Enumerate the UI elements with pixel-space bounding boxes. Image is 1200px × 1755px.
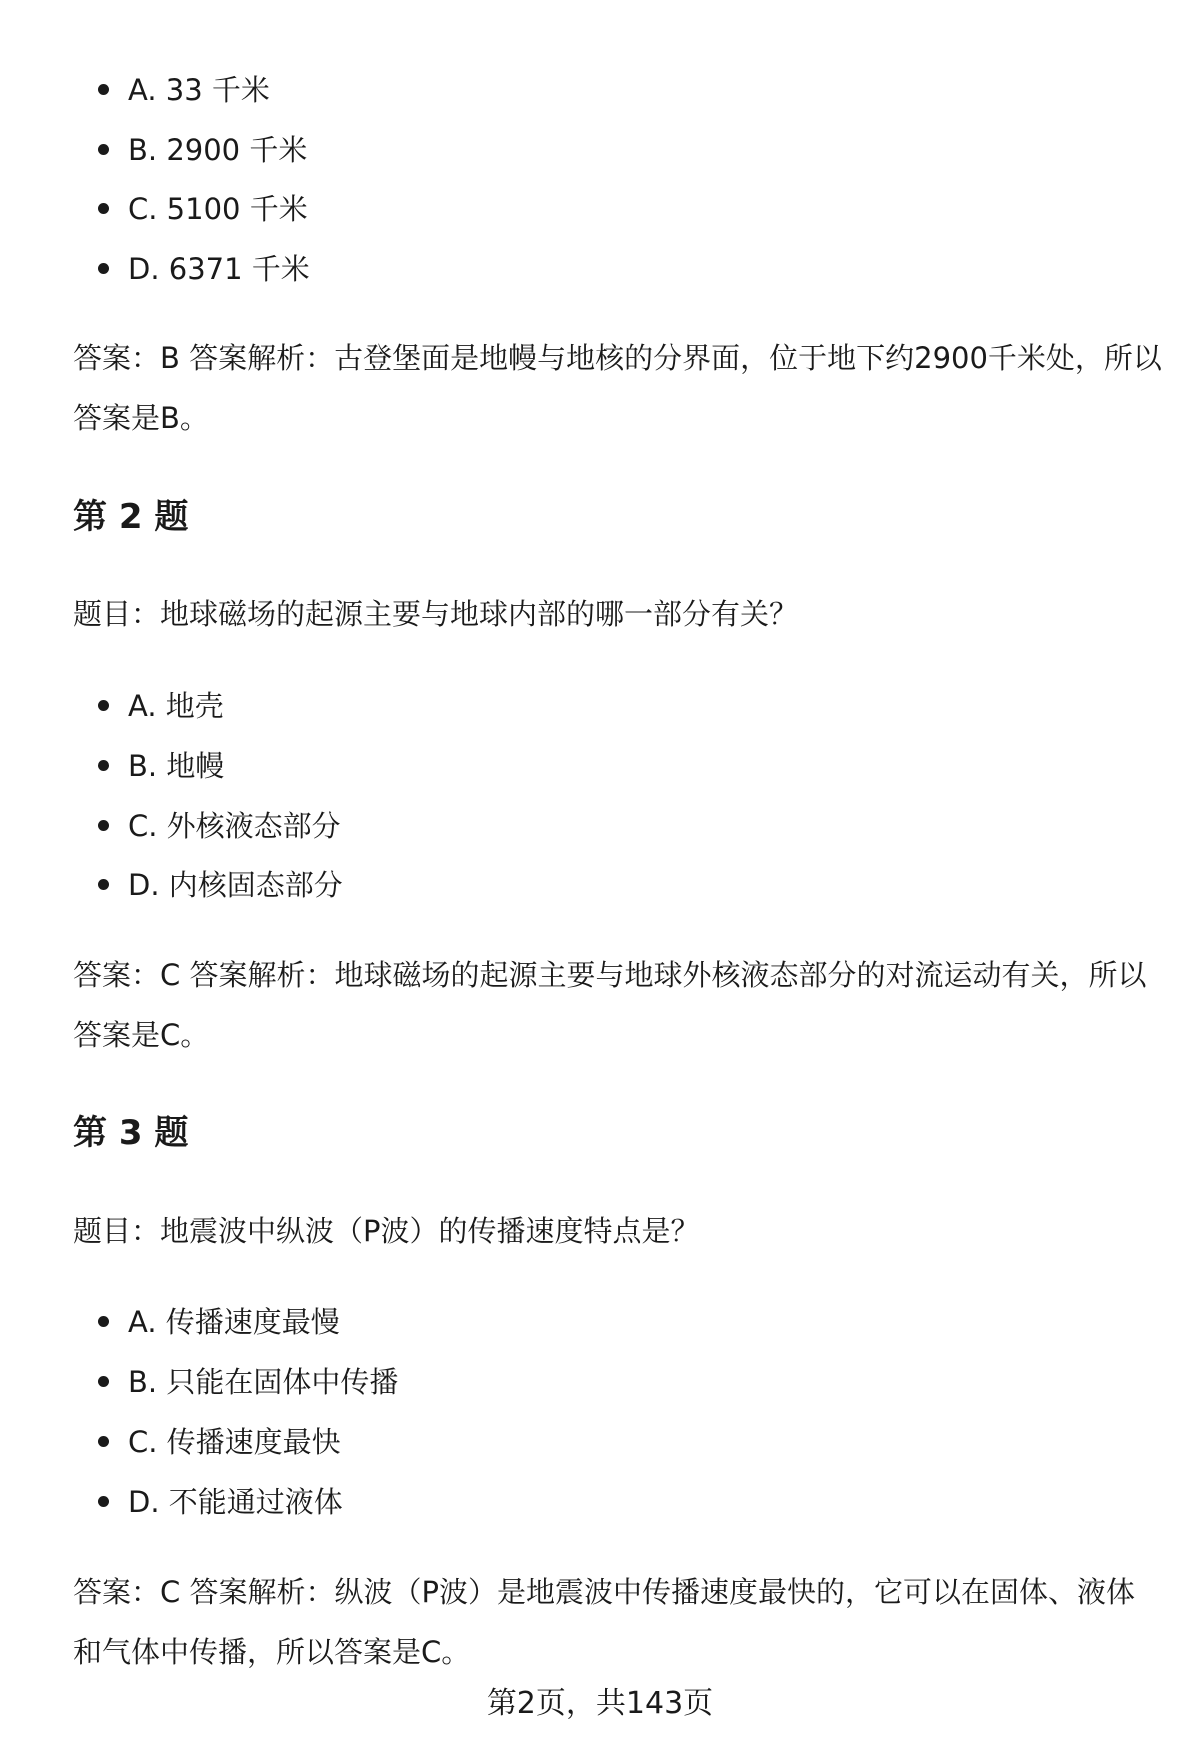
bullet-icon	[98, 203, 109, 214]
q2-heading: 第 2 题	[73, 497, 189, 537]
q1-answer: 答案：B 答案解析：古登堡面是地幔与地核的分界面，位于地下约2900千米处，所以答案是B。	[73, 341, 1162, 435]
bullet-icon	[98, 700, 109, 711]
option-item: C. 5100 千米	[128, 192, 308, 226]
bullet-icon	[98, 144, 109, 155]
q3-question: 题目：地震波中纵波（P波）的传播速度特点是？	[73, 1214, 700, 1248]
bullet-icon	[98, 84, 109, 95]
option-item: C. 外核液态部分	[128, 809, 341, 843]
q3-answer: 答案：C 答案解析：纵波（P波）是地震波中传播速度最快的，它可以在固体、液体和气体中传播，所以答案是C。	[73, 1575, 1135, 1669]
option-item: A. 地壳	[128, 689, 224, 723]
bullet-icon	[98, 760, 109, 771]
option-item: B. 地幔	[128, 749, 225, 783]
bullet-icon	[98, 820, 109, 831]
bullet-icon	[98, 1376, 109, 1387]
q3-heading: 第 3 题	[73, 1113, 189, 1153]
option-item: A. 33 千米	[128, 73, 270, 107]
bullet-icon	[98, 1316, 109, 1327]
bullet-icon	[98, 1496, 109, 1507]
bullet-icon	[98, 263, 109, 274]
q2-question: 题目：地球磁场的起源主要与地球内部的哪一部分有关？	[73, 597, 799, 631]
option-item: B. 2900 千米	[128, 133, 308, 167]
bullet-icon	[98, 879, 109, 890]
option-item: B. 只能在固体中传播	[128, 1365, 399, 1399]
page-number: 第2页，共143页	[486, 1686, 714, 1721]
option-item: D. 内核固态部分	[128, 868, 343, 902]
option-item: D. 6371 千米	[128, 252, 310, 286]
q2-answer: 答案：C 答案解析：地球磁场的起源主要与地球外核液态部分的对流运动有关，所以答案是C。	[73, 958, 1147, 1052]
bullet-icon	[98, 1436, 109, 1447]
option-item: A. 传播速度最慢	[128, 1305, 340, 1339]
option-item: D. 不能通过液体	[128, 1485, 343, 1519]
option-item: C. 传播速度最快	[128, 1425, 341, 1459]
